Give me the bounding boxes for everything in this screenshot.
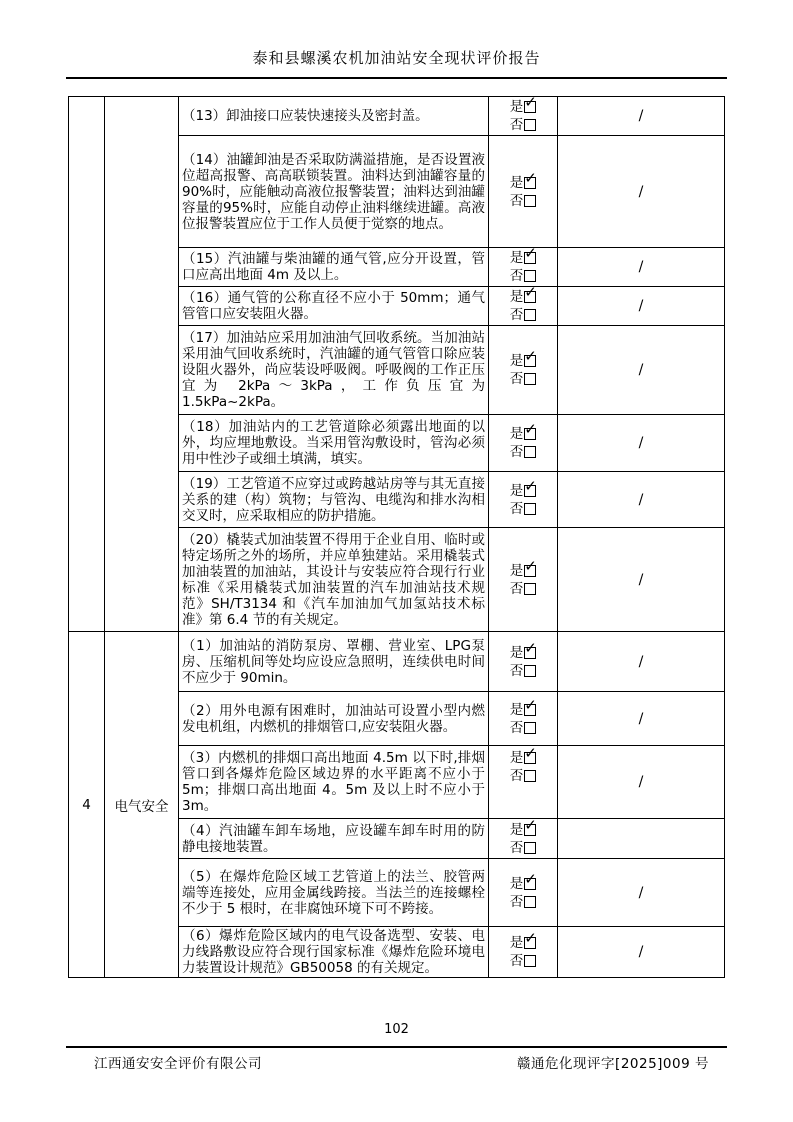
footer-rule	[66, 1046, 727, 1048]
checkbox-unchecked-icon	[524, 195, 536, 207]
seq-cell	[69, 97, 105, 632]
footer-document-number: 赣通危化现评字[2025]009 号	[517, 1056, 709, 1072]
no-checkbox[interactable]	[492, 952, 554, 970]
no-label: 否	[509, 719, 524, 736]
yes-label: 是	[509, 875, 524, 892]
checkbox-checked-icon: ✓	[524, 695, 537, 714]
check-cell	[489, 248, 558, 287]
remark-cell: /	[558, 472, 725, 528]
remark-cell: /	[558, 927, 725, 978]
checkbox-checked-icon: ✓	[524, 168, 537, 187]
remark-cell	[558, 819, 725, 859]
page-number: 102	[384, 1022, 409, 1037]
remark-cell: /	[558, 415, 725, 472]
item-text: （14）油罐卸油是否采取防满溢措施，是否设置液位超高报警、高高联锁装置。油料达到油罐容量的90%时，应能触动高液位报警装置；油料达到油罐容量的95%时，应能自动停止油料继续进罐。高液位报警装置应位于工作人员便于觉察的地点。	[179, 136, 489, 248]
no-checkbox[interactable]	[492, 370, 554, 388]
check-cell	[489, 859, 558, 927]
page-title: 泰和县螺溪农机加油站安全现状评价报告	[252, 49, 541, 67]
yes-label: 是	[509, 426, 524, 442]
item-text: （5）在爆炸危险区域工艺管道上的法兰、胶管两端等连接处，应用金属线跨接。当法兰的连接螺栓不少于 5 根时，在非腐蚀环境下可不跨接。	[179, 859, 489, 927]
checkbox-checked-icon: ✓	[524, 247, 537, 262]
seq-cell: 4	[69, 632, 105, 978]
yes-label: 是	[509, 482, 524, 499]
check-cell	[489, 819, 558, 859]
no-checkbox[interactable]	[492, 306, 554, 324]
table-row	[69, 97, 725, 136]
checkbox-unchecked-icon	[524, 665, 536, 677]
checkbox-checked-icon: ✓	[524, 420, 537, 438]
checkbox-unchecked-icon	[524, 770, 536, 782]
checkbox-unchecked-icon	[524, 583, 536, 595]
remark-cell: /	[558, 326, 725, 415]
check-cell	[489, 415, 558, 472]
yes-label: 是	[509, 935, 524, 951]
checkbox-unchecked-icon	[524, 722, 536, 734]
item-text: （17）加油站应采用加油油气回收系统。当加油站采用油气回收系统时，汽油罐的通气管管口除应装设阻火器外，尚应装设呼吸阀。呼吸阀的工作正压宜为 2kPa～3kPa，工作负压宜为 1.5kPa~2kPa。	[179, 326, 489, 415]
checkbox-checked-icon: ✓	[524, 96, 537, 111]
yes-checkbox[interactable]	[492, 420, 554, 443]
no-checkbox[interactable]	[492, 116, 554, 134]
yes-label: 是	[509, 289, 524, 305]
yes-label: 是	[509, 562, 524, 579]
no-label: 否	[509, 893, 524, 910]
check-cell	[489, 746, 558, 819]
yes-label: 是	[509, 99, 524, 115]
checkbox-checked-icon: ✓	[524, 638, 537, 657]
no-label: 否	[509, 192, 524, 209]
item-text: （6）爆炸危险区域内的电气设备选型、安装、电力线路敷设应符合现行国家标准《爆炸危险环境电力装置设计规范》GB50058 的有关规定。	[179, 927, 489, 978]
checkbox-checked-icon: ✓	[524, 818, 537, 834]
item-text: （3）内燃机的排烟口高出地面 4.5m 以下时,排烟管口到各爆炸危险区域边界的水平距离不应小于 5m；排烟口高出地面 4。5m 及以上时不应小于 3m。	[179, 746, 489, 819]
checkbox-checked-icon: ✓	[524, 869, 537, 888]
yes-checkbox[interactable]	[492, 347, 554, 370]
checkbox-unchecked-icon	[524, 503, 536, 515]
item-text: （1）加油站的消防泵房、罩棚、营业室、LPG泵房、压缩机间等处均应设应急照明，连续供电时间不应少于 90min。	[179, 632, 489, 692]
no-checkbox[interactable]	[492, 192, 554, 210]
no-label: 否	[509, 444, 524, 460]
no-label: 否	[509, 839, 524, 856]
no-checkbox[interactable]	[492, 893, 554, 911]
yes-checkbox[interactable]	[492, 476, 554, 500]
remark-cell: /	[558, 97, 725, 136]
footer-company: 江西通安安全评价有限公司	[94, 1056, 262, 1072]
checkbox-unchecked-icon	[524, 896, 536, 908]
no-checkbox[interactable]	[492, 443, 554, 461]
item-text: （4）汽油罐车卸车场地，应设罐车卸车时用的防静电接地装置。	[179, 819, 489, 859]
checkbox-unchecked-icon	[524, 955, 536, 967]
checkbox-unchecked-icon	[524, 373, 536, 385]
category-cell: 电气安全	[105, 632, 179, 978]
checkbox-unchecked-icon	[524, 309, 536, 321]
yes-label: 是	[509, 644, 524, 661]
checklist-table	[68, 96, 725, 978]
yes-label: 是	[509, 821, 524, 838]
yes-label: 是	[509, 174, 524, 191]
yes-checkbox[interactable]	[492, 249, 554, 267]
checkbox-unchecked-icon	[524, 119, 536, 131]
no-checkbox[interactable]	[492, 662, 554, 680]
checkbox-checked-icon: ✓	[524, 929, 537, 947]
checkbox-unchecked-icon	[524, 446, 536, 458]
remark-cell: /	[558, 248, 725, 287]
no-checkbox[interactable]	[492, 719, 554, 737]
no-checkbox[interactable]	[492, 839, 554, 857]
item-text: （2）用外电源有困难时，加油站可设置小型内燃发电机组，内燃机的排烟管口,应安装阻火器。	[179, 692, 489, 746]
yes-checkbox[interactable]	[492, 638, 554, 662]
check-cell	[489, 692, 558, 746]
item-text: （16）通气管的公称直径不应小于 50mm；通气管管口应安装阻火器。	[179, 287, 489, 326]
checkbox-checked-icon: ✓	[524, 556, 537, 575]
check-cell	[489, 528, 558, 632]
checkbox-checked-icon: ✓	[524, 476, 537, 495]
yes-label: 是	[509, 353, 524, 369]
yes-checkbox[interactable]	[492, 745, 554, 767]
yes-checkbox[interactable]	[492, 168, 554, 192]
header-rule	[66, 77, 727, 79]
check-cell	[489, 927, 558, 978]
no-checkbox[interactable]	[492, 580, 554, 598]
no-label: 否	[509, 117, 524, 133]
category-cell	[105, 97, 179, 632]
yes-checkbox[interactable]	[492, 288, 554, 306]
item-text: （15）汽油罐与柴油罐的通气管,应分开设置，管口应高出地面 4m 及以上。	[179, 248, 489, 287]
item-text: （13）卸油接口应装快速接头及密封盖。	[179, 97, 489, 136]
check-cell	[489, 326, 558, 415]
yes-checkbox[interactable]	[492, 98, 554, 116]
check-cell	[489, 136, 558, 248]
no-label: 否	[509, 371, 524, 387]
remark-cell: /	[558, 692, 725, 746]
checkbox-checked-icon: ✓	[524, 286, 537, 301]
yes-checkbox[interactable]	[492, 556, 554, 580]
item-text: （18）加油站内的工艺管道除必须露出地面的以外，均应埋地敷设。当采用管沟敷设时，管沟必须用中性沙子或细土填满，填实。	[179, 415, 489, 472]
check-cell	[489, 632, 558, 692]
yes-checkbox[interactable]	[492, 695, 554, 719]
checkbox-unchecked-icon	[524, 842, 536, 854]
yes-checkbox[interactable]	[492, 818, 554, 839]
no-checkbox[interactable]	[492, 767, 554, 785]
remark-cell: /	[558, 632, 725, 692]
no-label: 否	[509, 768, 524, 784]
check-cell	[489, 287, 558, 326]
yes-label: 是	[509, 750, 524, 766]
no-label: 否	[509, 580, 524, 597]
checkbox-checked-icon: ✓	[524, 745, 537, 762]
item-text: （19）工艺管道不应穿过或跨越站房等与其无直接关系的建（构）筑物；与管沟、电缆沟和排水沟相交叉时，应采取相应的防护措施。	[179, 472, 489, 528]
no-label: 否	[509, 268, 524, 284]
table-row	[69, 632, 725, 692]
no-checkbox[interactable]	[492, 267, 554, 285]
remark-cell: /	[558, 746, 725, 819]
check-cell	[489, 472, 558, 528]
no-label: 否	[509, 500, 524, 517]
no-checkbox[interactable]	[492, 500, 554, 518]
yes-checkbox[interactable]	[492, 869, 554, 893]
checkbox-unchecked-icon	[524, 270, 536, 282]
remark-cell: /	[558, 287, 725, 326]
no-label: 否	[509, 307, 524, 323]
remark-cell: /	[558, 859, 725, 927]
checkbox-checked-icon: ✓	[524, 347, 537, 365]
remark-cell: /	[558, 136, 725, 248]
yes-checkbox[interactable]	[492, 929, 554, 952]
no-label: 否	[509, 953, 524, 969]
no-label: 否	[509, 662, 524, 679]
item-text: （20）橇装式加油装置不得用于企业自用、临时或特定场所之外的场所，并应单独建站。采用橇装式加油装置的加油站，其设计与安装应符合现行行业标准《采用橇装式加油装置的汽车加油站技术规范》SH/T3134 和《汽车加油加气加氢站技术标准》第 6.4 节的有关规定。	[179, 528, 489, 632]
check-cell	[489, 97, 558, 136]
remark-cell: /	[558, 528, 725, 632]
yes-label: 是	[509, 701, 524, 718]
yes-label: 是	[509, 250, 524, 266]
